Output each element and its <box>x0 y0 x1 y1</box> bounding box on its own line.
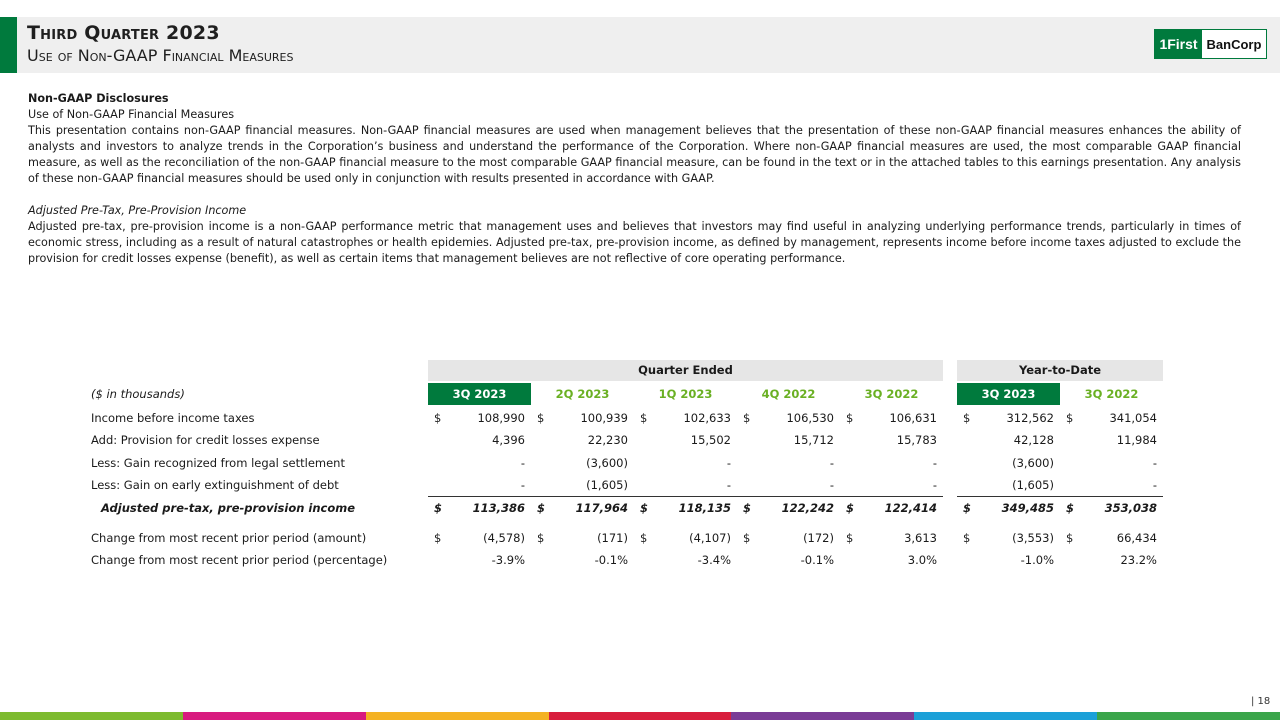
table-cell: 108,990 <box>477 411 525 425</box>
table-row <box>85 527 1165 549</box>
footer-segment <box>1097 712 1280 720</box>
slide-header <box>0 17 1280 73</box>
table-cell: 66,434 <box>1116 531 1157 545</box>
disclosure-subheading: Use of Non-GAAP Financial Measures <box>28 108 235 121</box>
currency-symbol: $ <box>434 501 443 515</box>
table-cell: (171) <box>597 531 628 545</box>
table-cell: 15,783 <box>896 433 937 447</box>
table-cell: (3,600) <box>586 456 628 470</box>
table-row <box>85 407 1165 429</box>
currency-symbol: $ <box>846 531 854 545</box>
currency-symbol: $ <box>434 531 442 545</box>
table-cell: 22,230 <box>587 433 628 447</box>
table-cell: -0.1% <box>800 553 834 567</box>
footer-color-bar <box>0 712 1280 720</box>
table-cell: 100,939 <box>580 411 628 425</box>
row-label: Add: Provision for credit losses expense <box>91 433 320 447</box>
column-header: 3Q 2022 <box>864 387 919 401</box>
column-header: 4Q 2022 <box>761 387 816 401</box>
disclosure-text <box>28 91 1241 267</box>
footer-segment <box>366 712 549 720</box>
table-cell: 118,135 <box>678 501 731 515</box>
table-cell: (1,605) <box>586 478 628 492</box>
table-cell: 106,631 <box>889 411 937 425</box>
table-cell: -3.9% <box>491 553 525 567</box>
page-number: | 18 <box>1251 696 1271 707</box>
table-cell: 23.2% <box>1120 553 1157 567</box>
column-header: 1Q 2023 <box>658 387 713 401</box>
currency-symbol: $ <box>640 531 648 545</box>
table-row <box>85 429 1165 451</box>
table-cell: -0.1% <box>594 553 628 567</box>
subtotal-rule <box>957 496 1163 497</box>
footer-segment <box>0 712 183 720</box>
table-cell: 42,128 <box>1013 433 1054 447</box>
table-cell: -3.4% <box>697 553 731 567</box>
row-label: Income before income taxes <box>91 411 255 425</box>
table-cell: - <box>520 456 525 470</box>
footer-segment <box>914 712 1097 720</box>
table-cell: (4,107) <box>689 531 731 545</box>
table-cell: - <box>1152 456 1157 470</box>
table-row <box>85 474 1165 496</box>
table-cell: - <box>829 478 834 492</box>
table-cell: - <box>520 478 525 492</box>
firstbancorp-logo <box>1154 29 1267 59</box>
currency-symbol: $ <box>537 531 545 545</box>
table-cell: -1.0% <box>1020 553 1054 567</box>
table-cell: 4,396 <box>492 433 525 447</box>
table-cell: 15,502 <box>690 433 731 447</box>
header-accent-bar <box>0 17 17 73</box>
currency-symbol: $ <box>537 411 545 425</box>
table-cell: 122,242 <box>781 501 834 515</box>
row-label: Change from most recent prior period (percentage) <box>91 553 388 567</box>
table-cell: 312,562 <box>1006 411 1054 425</box>
currency-symbol: $ <box>743 411 751 425</box>
slide-title: Third Quarter 2023 <box>27 22 220 44</box>
table-cell: - <box>932 478 937 492</box>
table-cell: 353,038 <box>1104 501 1157 515</box>
disclosure-paragraph-2: Adjusted pre-tax, pre-provision income is a non-GAAP performance metric that management uses and believes that investors may find useful in analyzing underlying performance trends, particularly in times of economic stress, including as a result of natural catastrophes or health epidemies. Adjusted pre-tax, pre-provision income, as defined by management, represents income before income taxes adjusted to exclude the provision for credit losses expense (benefit), as well as certain items that management believes are not reflective of core operating performance. <box>28 220 1241 265</box>
currency-symbol: $ <box>640 501 649 515</box>
disclosure-paragraph-1: This presentation contains non-GAAP financial measures. Non-GAAP financial measures are used when management believes that the presentation of these non-GAAP financial measures enhances the ability of analysts and investors to analyze trends in the Corporation’s business and understand the performance of the Corporation. Where non-GAAP financial measures are used, the most comparable GAAP financial measure, as well as the reconciliation of the non-GAAP financial measure to the most comparable GAAP financial measure, can be found in the text or in the attached tables to this earnings presentation. Any analysis of these non-GAAP financial measures should be used only in conjunction with results presented in accordance with GAAP. <box>28 124 1241 185</box>
table-cell: 117,964 <box>575 501 628 515</box>
currency-symbol: $ <box>640 411 648 425</box>
table-cell: (172) <box>803 531 834 545</box>
table-row <box>85 549 1165 571</box>
currency-symbol: $ <box>743 531 751 545</box>
footer-segment <box>731 712 914 720</box>
slide-subtitle: Use of Non-GAAP Financial Measures <box>27 46 294 65</box>
row-label: Less: Gain on early extinguishment of debt <box>91 478 339 492</box>
row-label: Change from most recent prior period (amount) <box>91 531 367 545</box>
column-header: 2Q 2023 <box>555 387 610 401</box>
table-cell: - <box>726 478 731 492</box>
table-cell: 349,485 <box>1001 501 1054 515</box>
footer-segment <box>549 712 732 720</box>
row-label: Adjusted pre-tax, pre-provision income <box>101 501 356 515</box>
table-row <box>85 452 1165 474</box>
table-cell: 106,530 <box>786 411 834 425</box>
disclosure-heading: Non-GAAP Disclosures <box>28 92 169 105</box>
currency-symbol: $ <box>963 531 971 545</box>
column-header: 3Q 2023 <box>957 383 1060 405</box>
year-to-date-header: Year-to-Date <box>957 360 1163 381</box>
currency-symbol: $ <box>1066 531 1074 545</box>
table-cell: 122,414 <box>884 501 937 515</box>
logo-mark: 1First <box>1155 30 1202 58</box>
column-header: 3Q 2023 <box>428 383 531 405</box>
currency-symbol: $ <box>1066 411 1074 425</box>
table-cell: 113,386 <box>472 501 525 515</box>
table-cell: (3,553) <box>1012 531 1054 545</box>
table-cell: 102,633 <box>683 411 731 425</box>
currency-symbol: $ <box>846 501 855 515</box>
table-cell: 3,613 <box>904 531 937 545</box>
footer-segment <box>183 712 366 720</box>
table-cell: 341,054 <box>1109 411 1157 425</box>
currency-symbol: $ <box>963 411 971 425</box>
table-cell: (3,600) <box>1012 456 1054 470</box>
table-cell: - <box>1152 478 1157 492</box>
table-cell: 3.0% <box>907 553 937 567</box>
table-cell: - <box>932 456 937 470</box>
currency-symbol: $ <box>434 411 442 425</box>
currency-symbol: $ <box>963 501 972 515</box>
table-cell: (4,578) <box>483 531 525 545</box>
adjusted-income-heading: Adjusted Pre-Tax, Pre-Provision Income <box>28 204 247 217</box>
units-label: ($ in thousands) <box>91 387 185 401</box>
currency-symbol: $ <box>846 411 854 425</box>
table-cell: - <box>726 456 731 470</box>
table-cell: (1,605) <box>1012 478 1054 492</box>
table-cell: 11,984 <box>1116 433 1157 447</box>
column-header-row <box>85 383 1165 405</box>
logo-wordmark: BanCorp <box>1206 36 1262 52</box>
row-label: Less: Gain recognized from legal settlement <box>91 456 345 470</box>
table-cell: 15,712 <box>793 433 834 447</box>
quarter-ended-header: Quarter Ended <box>428 360 943 381</box>
subtotal-rule <box>428 496 943 497</box>
currency-symbol: $ <box>537 501 546 515</box>
currency-symbol: $ <box>1066 501 1075 515</box>
column-header: 3Q 2022 <box>1084 387 1139 401</box>
table-row <box>85 497 1165 519</box>
table-cell: - <box>829 456 834 470</box>
currency-symbol: $ <box>743 501 752 515</box>
